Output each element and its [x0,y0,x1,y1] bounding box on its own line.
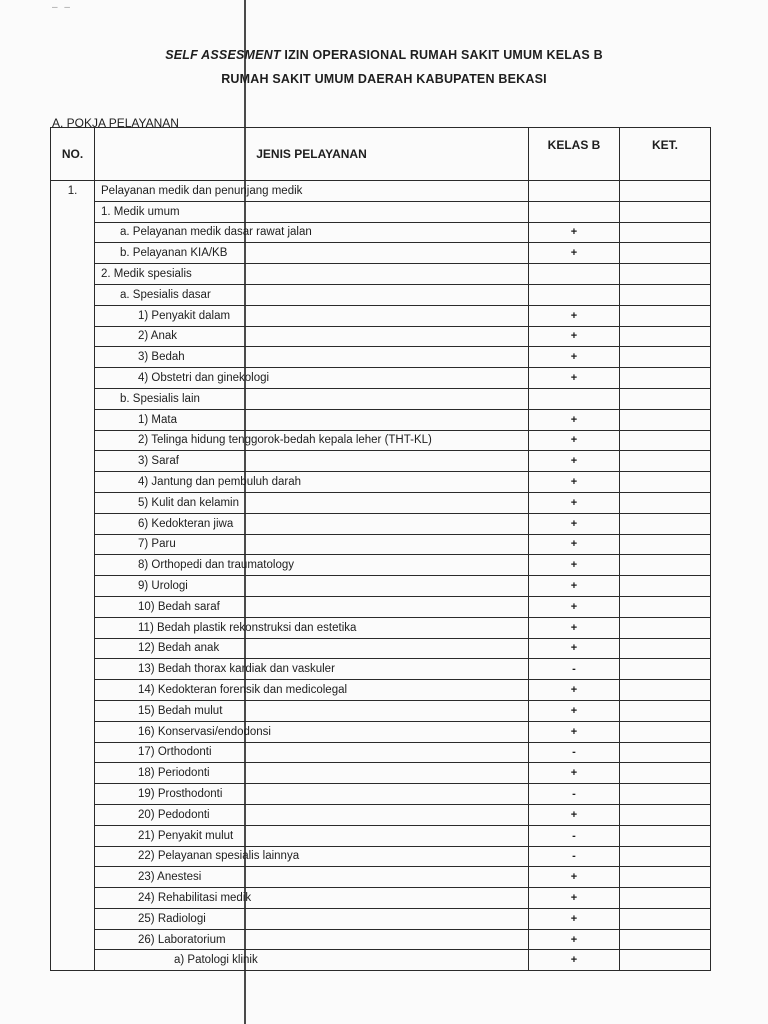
kelas-b-mark: + [529,804,620,825]
kelas-b-mark: + [529,451,620,472]
row-number [51,576,95,597]
row-number [51,638,95,659]
service-name: b. Spesialis lain [120,392,200,405]
table-row [51,763,711,784]
row-number [51,617,95,638]
service-name: 5) Kulit dan kelamin [138,496,239,509]
service-name: a) Patologi klinik [174,954,258,967]
scan-mark: – – [52,2,72,13]
kelas-b-mark: + [529,763,620,784]
ket-cell [620,680,711,701]
service-cell [95,638,529,659]
kelas-b-mark: - [529,659,620,680]
row-number [51,492,95,513]
table-row [51,368,711,389]
ket-cell [620,430,711,451]
ket-cell [620,534,711,555]
row-number [51,784,95,805]
ket-cell [620,784,711,805]
ket-cell [620,284,711,305]
row-number [51,430,95,451]
ket-cell [620,617,711,638]
header-ket: KET. [620,128,711,181]
service-name: 2) Anak [138,330,177,343]
service-cell [95,472,529,493]
table-row [51,576,711,597]
table-row [51,347,711,368]
service-name: 21) Penyakit mulut [138,829,234,842]
table-row [51,388,711,409]
table-row [51,326,711,347]
service-name: 1) Penyakit dalam [138,309,231,322]
ket-cell [620,700,711,721]
service-cell [95,596,529,617]
service-cell [95,326,529,347]
kelas-b-mark: + [529,555,620,576]
service-cell [95,908,529,929]
row-number [51,804,95,825]
ket-cell [620,846,711,867]
table-row [51,181,711,202]
table-row [51,222,711,243]
service-cell [95,555,529,576]
service-cell [95,347,529,368]
kelas-b-mark: + [529,492,620,513]
service-cell [95,492,529,513]
table-row [51,201,711,222]
ket-cell [620,326,711,347]
kelas-b-mark: - [529,825,620,846]
ket-cell [620,472,711,493]
table-row [51,534,711,555]
ket-cell [620,347,711,368]
service-name: 11) Bedah plastik rekonstruksi dan estetika [138,621,357,634]
ket-cell [620,201,711,222]
service-name: 1) Mata [138,413,177,426]
ket-cell [620,576,711,597]
service-cell [95,617,529,638]
table-row [51,430,711,451]
service-name: 2) Telinga hidung tenggorok-bedah kepala leher (THT-KL) [138,434,432,447]
service-cell [95,929,529,950]
table-row [51,617,711,638]
row-number [51,763,95,784]
service-name: 8) Orthopedi dan traumatology [138,559,294,572]
table-row [51,680,711,701]
service-name: 25) Radiologi [138,912,206,925]
service-name: 3) Saraf [138,455,179,468]
kelas-b-mark [529,264,620,285]
table-row [51,825,711,846]
kelas-b-mark: + [529,700,620,721]
kelas-b-mark: + [529,513,620,534]
row-number [51,534,95,555]
service-name: b. Pelayanan KIA/KB [120,247,228,260]
row-number [51,347,95,368]
table-header-row [51,128,711,181]
kelas-b-mark: + [529,326,620,347]
row-number [51,700,95,721]
row-number [51,368,95,389]
table-row [51,721,711,742]
ket-cell [620,742,711,763]
table-row [51,929,711,950]
ket-cell [620,222,711,243]
table-row [51,846,711,867]
ket-cell [620,867,711,888]
title-italic: SELF ASSESMENT [165,48,281,62]
row-number [51,596,95,617]
row-number [51,264,95,285]
ket-cell [620,181,711,202]
service-name: 24) Rehabilitasi medik [138,891,252,904]
service-name: 15) Bedah mulut [138,704,223,717]
service-name: 19) Prosthodonti [138,788,223,800]
service-name: 4) Obstetri dan ginekologi [138,372,270,385]
service-name: 4) Jantung dan pembuluh darah [138,476,302,489]
service-cell [95,243,529,264]
service-name: 3) Bedah [138,351,185,364]
ket-cell [620,721,711,742]
ket-cell [620,555,711,576]
service-cell [95,409,529,430]
service-cell [95,388,529,409]
ket-cell [620,596,711,617]
ket-cell [620,888,711,909]
kelas-b-mark: + [529,243,620,264]
row-number [51,950,95,971]
service-name: 7) Paru [138,538,176,551]
document-subtitle: RUMAH SAKIT UMUM DAERAH KABUPATEN BEKASI [221,72,547,86]
kelas-b-mark [529,181,620,202]
kelas-b-mark: + [529,908,620,929]
kelas-b-mark: - [529,846,620,867]
row-number [51,284,95,305]
service-name: 10) Bedah saraf [138,600,220,613]
table-row [51,804,711,825]
service-cell [95,513,529,534]
table-row [51,243,711,264]
service-name: 13) Bedah thorax kardiak dan vaskuler [138,663,335,676]
header-kelas: KELAS B [529,128,620,181]
kelas-b-mark: + [529,950,620,971]
row-number [51,243,95,264]
table-row [51,409,711,430]
services-table [50,127,711,971]
row-number [51,388,95,409]
kelas-b-mark: - [529,742,620,763]
kelas-b-mark: + [529,534,620,555]
service-name: Pelayanan medik dan penunjang medik [101,184,303,197]
service-cell [95,201,529,222]
header-jenis: JENIS PELAYANAN [95,128,529,181]
row-number [51,929,95,950]
table-row [51,555,711,576]
service-cell [95,825,529,846]
service-cell [95,451,529,472]
kelas-b-mark [529,388,620,409]
table-row [51,451,711,472]
document-title [0,48,768,62]
kelas-b-mark: + [529,680,620,701]
table-row [51,305,711,326]
table-row [51,888,711,909]
service-name: 26) Laboratorium [138,933,226,946]
row-number [51,659,95,680]
section-label: A. POKJA PELAYANAN [52,116,179,130]
row-number [51,888,95,909]
row-number [51,825,95,846]
table-row [51,284,711,305]
table-row [51,638,711,659]
service-name: 20) Pedodonti [138,808,210,821]
kelas-b-mark: + [529,305,620,326]
table-body [51,181,711,971]
ket-cell [620,264,711,285]
kelas-b-mark: + [529,617,620,638]
service-cell [95,784,529,805]
table-row [51,513,711,534]
ket-cell [620,908,711,929]
kelas-b-mark: + [529,409,620,430]
service-cell [95,576,529,597]
kelas-b-mark: + [529,638,620,659]
kelas-b-mark: - [529,784,620,805]
kelas-b-mark: + [529,888,620,909]
row-number [51,305,95,326]
ket-cell [620,492,711,513]
row-number [51,867,95,888]
table-row [51,264,711,285]
ket-cell [620,409,711,430]
ket-cell [620,763,711,784]
ket-cell [620,513,711,534]
kelas-b-mark [529,201,620,222]
table-row [51,472,711,493]
ket-cell [620,388,711,409]
row-number [51,846,95,867]
kelas-b-mark: + [529,347,620,368]
service-name: 14) Kedokteran forensik dan medicolegal [138,684,348,697]
service-cell [95,763,529,784]
row-number [51,451,95,472]
header-no: NO. [51,128,95,181]
service-cell [95,804,529,825]
service-name: 6) Kedokteran jiwa [138,517,234,530]
row-number [51,555,95,576]
row-number [51,222,95,243]
service-cell [95,430,529,451]
service-name: a. Spesialis dasar [120,288,211,301]
ket-cell [620,950,711,971]
service-cell [95,181,529,202]
row-number [51,201,95,222]
service-name: 18) Periodonti [138,767,210,780]
service-cell [95,368,529,389]
service-cell [95,721,529,742]
service-cell [95,222,529,243]
service-cell [95,534,529,555]
service-name: 23) Anestesi [138,871,202,884]
ket-cell [620,659,711,680]
ket-cell [620,825,711,846]
table-row [51,492,711,513]
row-number [51,513,95,534]
table-row [51,908,711,929]
service-cell [95,888,529,909]
service-name: a. Pelayanan medik dasar rawat jalan [120,226,312,239]
table-row [51,700,711,721]
service-name: 22) Pelayanan spesialis lainnya [138,850,300,863]
table-row [51,784,711,805]
kelas-b-mark: + [529,929,620,950]
table-row [51,742,711,763]
ket-cell [620,929,711,950]
table-row [51,950,711,971]
service-name: 17) Orthodonti [138,746,212,759]
service-cell [95,284,529,305]
table-row [51,659,711,680]
kelas-b-mark: + [529,867,620,888]
table-row [51,867,711,888]
title-rest: IZIN OPERASIONAL RUMAH SAKIT UMUM KELAS B [284,48,603,62]
row-number [51,326,95,347]
ket-cell [620,368,711,389]
service-cell [95,305,529,326]
service-name: 1. Medik umum [101,205,180,218]
service-cell [95,950,529,971]
kelas-b-mark: + [529,721,620,742]
kelas-b-mark: + [529,576,620,597]
row-number: 1. [51,181,95,202]
service-cell [95,700,529,721]
ket-cell [620,804,711,825]
service-name: 12) Bedah anak [138,642,220,655]
service-name: 16) Konservasi/endodonsi [138,725,271,738]
service-cell [95,680,529,701]
service-cell [95,264,529,285]
row-number [51,908,95,929]
service-name: 9) Urologi [138,580,188,593]
kelas-b-mark: + [529,368,620,389]
ket-cell [620,305,711,326]
service-cell [95,659,529,680]
service-name: 2. Medik spesialis [101,268,192,281]
ket-cell [620,638,711,659]
kelas-b-mark: + [529,596,620,617]
service-cell [95,846,529,867]
ket-cell [620,451,711,472]
row-number [51,721,95,742]
kelas-b-mark [529,284,620,305]
row-number [51,680,95,701]
table-row [51,596,711,617]
row-number [51,409,95,430]
kelas-b-mark: + [529,222,620,243]
kelas-b-mark: + [529,472,620,493]
kelas-b-mark: + [529,430,620,451]
row-number [51,742,95,763]
service-cell [95,742,529,763]
ket-cell [620,243,711,264]
row-number [51,472,95,493]
service-cell [95,867,529,888]
